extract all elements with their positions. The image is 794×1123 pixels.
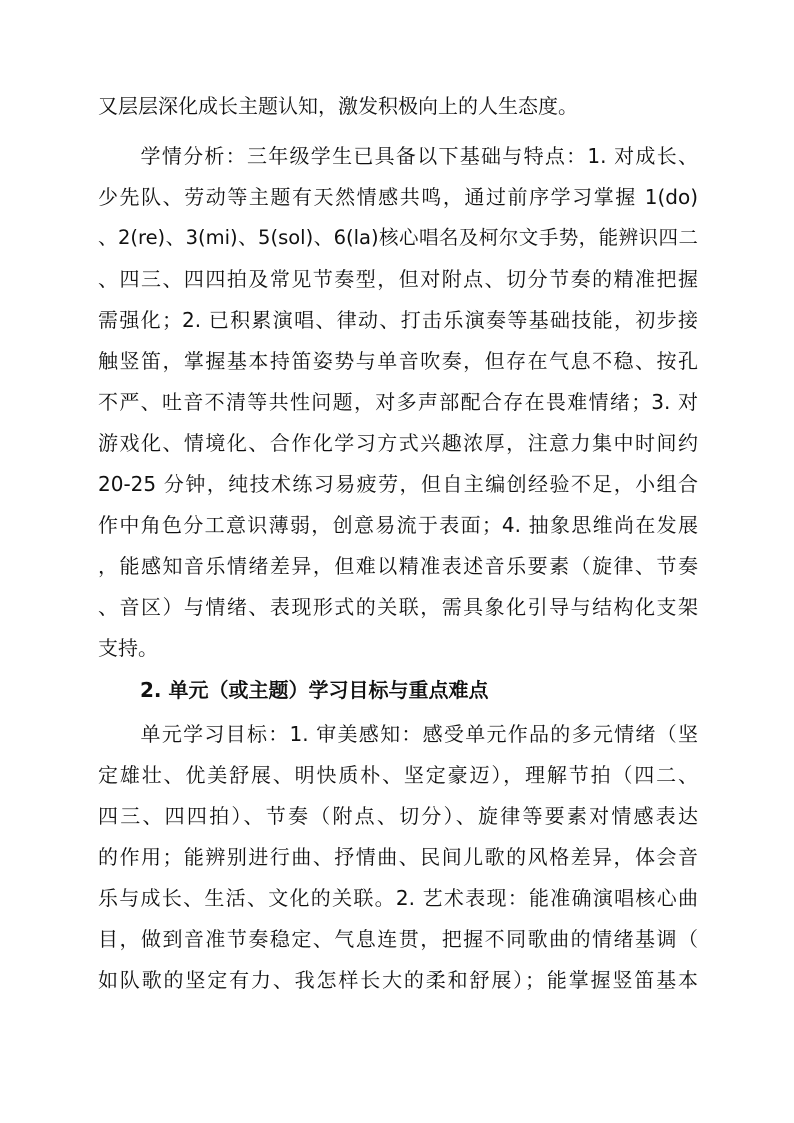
paragraph-line: 20-25 分钟，纯技术练习易疲劳，但自主编创经验不足，小组合 bbox=[98, 472, 698, 496]
section-heading: 2. 单元（或主题）学习目标与重点难点 bbox=[140, 678, 489, 702]
paragraph-line: 触竖笛，掌握基本持笛姿势与单音吹奏，但存在气息不稳、按孔 bbox=[98, 349, 698, 373]
paragraph-line: 四三、四四拍）、节奏（附点、切分）、旋律等要素对情感表达 bbox=[98, 804, 698, 828]
paragraph-line: 支持。 bbox=[98, 636, 158, 660]
paragraph-line: 目，做到音准节奏稳定、气息连贯，把握不同歌曲的情绪基调（ bbox=[98, 927, 698, 951]
paragraph-line: 、音区）与情绪、表现形式的关联，需具象化引导与结构化支架 bbox=[98, 595, 698, 619]
paragraph-line: 作中角色分工意识薄弱，创意易流于表面；4. 抽象思维尚在发展 bbox=[98, 513, 698, 537]
paragraph-line: 、2(re)、3(mi)、5(sol)、6(la)核心唱名及柯尔文手势，能辨识四二 bbox=[98, 226, 698, 249]
paragraph-line: 又层层深化成长主题认知，激发积极向上的人生态度。 bbox=[98, 94, 578, 118]
paragraph-line: ，能感知音乐情绪差异，但难以精准表述音乐要素（旋律、节奏 bbox=[98, 554, 698, 578]
paragraph-line: 不严、吐音不清等共性问题，对多声部配合存在畏难情绪；3. 对 bbox=[98, 390, 698, 414]
paragraph-line: 乐与成长、生活、文化的关联。2. 艺术表现：能准确演唱核心曲 bbox=[98, 886, 698, 910]
paragraph-line: 的作用；能辨别进行曲、抒情曲、民间儿歌的风格差异，体会音 bbox=[98, 845, 698, 869]
paragraph-line: 、四三、四四拍及常见节奏型，但对附点、切分节奏的精准把握 bbox=[98, 267, 698, 291]
paragraph-line: 需强化；2. 已积累演唱、律动、打击乐演奏等基础技能，初步接 bbox=[98, 308, 698, 332]
paragraph-line: 学情分析：三年级学生已具备以下基础与特点：1. 对成长、 bbox=[98, 144, 698, 168]
paragraph-line: 定雄壮、优美舒展、明快质朴、坚定豪迈），理解节拍（四二、 bbox=[98, 763, 698, 787]
paragraph-line: 单元学习目标：1. 审美感知：感受单元作品的多元情绪（坚 bbox=[98, 722, 698, 746]
paragraph-line: 少先队、劳动等主题有天然情感共鸣，通过前序学习掌握 1(do) bbox=[98, 185, 698, 209]
paragraph-line: 如队歌的坚定有力、我怎样长大的柔和舒展）；能掌握竖笛基本 bbox=[98, 968, 698, 992]
paragraph-line: 游戏化、情境化、合作化学习方式兴趣浓厚，注意力集中时间约 bbox=[98, 431, 698, 455]
